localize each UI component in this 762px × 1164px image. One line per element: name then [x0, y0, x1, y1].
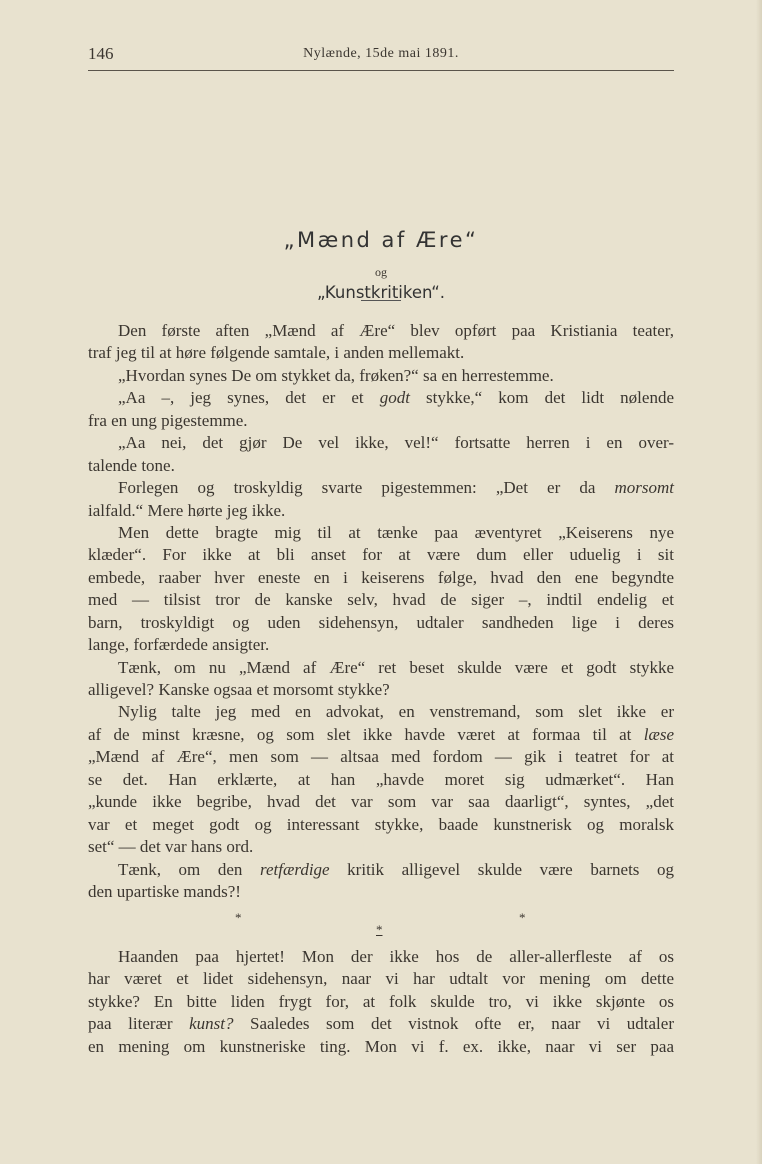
text-run: set“ — det var hans ord. [88, 837, 254, 857]
text-run: traf jeg til at høre følgende samtale, i anden mellemakt. [88, 343, 465, 363]
article-title: „Mænd af Ære“ [283, 228, 479, 252]
text-line [88, 701, 674, 723]
text-line [88, 881, 674, 903]
text-run: den upartiske mands?! [88, 881, 241, 901]
text-line [88, 634, 674, 656]
text-run: „Hvordan synes De om stykket da, frøken?“ sa en herrestemme. [118, 365, 554, 385]
text-line [88, 657, 674, 679]
text-line [88, 724, 674, 746]
text-run: ialfald.“ Mere hørte jeg ikke. [88, 500, 286, 520]
text-run: med — tilsist tror de kanske selv, hvad de siger –, indtil endelig et [88, 590, 674, 610]
paragraph [88, 432, 674, 477]
text-run: Saaledes som det vistnok ofte er, naar vi udtaler [233, 1014, 674, 1034]
text-line [88, 477, 674, 499]
text-run: lange, forfærdede ansigter. [88, 635, 270, 655]
text-run: Nylig talte jeg med en advokat, en venstremand, som slet ikke er [118, 702, 674, 722]
italic-text: læse [643, 724, 674, 744]
text-run: Den første aften „Mænd af Ære“ blev opført paa Kristiania teater, [118, 321, 674, 340]
article-subtitle: „Kunstkritiken“. [316, 283, 446, 302]
italic-text: kunst? [189, 1014, 234, 1034]
text-run: embede, raaber hver eneste en i keiserens følge, hvad den ene begyndte [88, 567, 674, 587]
running-head: Nylænde, 15de mai 1891. [303, 46, 459, 61]
text-run: Tænk, om nu „Mænd af Ære“ ret beset skulde være et godt stykke [118, 657, 674, 677]
text-run: alligevel? Kanske ogsaa et morsomt stykke? [88, 680, 390, 699]
title-rule [361, 300, 401, 301]
article-body-section-1 [88, 320, 674, 903]
italic-text: retfærdige [260, 859, 330, 879]
text-line [88, 1036, 674, 1058]
text-run: klæder“. For ikke at bli anset for at være dum eller uduelig i sit [88, 545, 674, 565]
paragraph [88, 365, 674, 387]
text-line [88, 432, 674, 454]
text-run: se det. Han erklærte, at han „havde moret sig udmærket“. Han [88, 769, 674, 789]
text-run: kritik alligevel skulde være barnets og [329, 859, 674, 879]
header-rule [88, 70, 674, 71]
text-line [88, 320, 674, 342]
text-run: „kunde ikke begribe, hvad det var som var saa daarligt“, syntes, „det [88, 792, 674, 812]
text-line [88, 410, 674, 432]
title-conjunction: og [375, 265, 387, 279]
text-line [88, 991, 674, 1013]
text-line [88, 612, 674, 634]
separator-star: * [235, 910, 242, 925]
paragraph [88, 859, 674, 904]
text-run: barn, troskyldigt og uden sidehensyn, udtaler sandheden lige i deres [88, 612, 674, 632]
text-line [88, 455, 674, 477]
text-run: fra en ung pigestemme. [88, 410, 248, 430]
text-run: Men dette bragte mig til at tænke paa æventyret „Keiserens nye [118, 522, 674, 542]
text-run: stykke? En bitte liden frygt for, at folk skulde tro, vi ikke skjønte os [88, 991, 674, 1011]
text-line [88, 500, 674, 522]
text-line [88, 746, 674, 768]
text-run: var et meget godt og interessant stykke, baade kunstnerisk og moralsk [88, 814, 674, 834]
italic-text: morsomt [614, 478, 674, 498]
text-run: Haanden paa hjertet! Mon der ikke hos de aller-allerfleste af os [118, 947, 674, 966]
text-run: Tænk, om den [118, 859, 261, 879]
text-line [88, 859, 674, 881]
paragraph [88, 522, 674, 657]
text-line [88, 567, 674, 589]
text-line [88, 679, 674, 701]
separator-star: * [519, 910, 526, 925]
text-run: paa literær [88, 1014, 190, 1034]
article-body-section-2 [88, 946, 674, 1058]
text-run: „Aa nei, det gjør De vel ikke, vel!“ fortsatte herren i en over- [118, 433, 674, 453]
paragraph [88, 320, 674, 365]
paragraph [88, 701, 674, 858]
text-run: Forlegen og troskyldig svarte pigestemmen: „Det er da [118, 478, 615, 498]
text-run: har været et lidet sidehensyn, naar vi har udtalt vor mening om dette [88, 969, 674, 989]
paragraph [88, 387, 674, 432]
text-run: „Mænd af Ære“, men som — altsaa med fordom — gik i teatret for at [88, 747, 674, 767]
text-line [88, 769, 674, 791]
page-number: 146 [88, 44, 114, 63]
text-line [88, 836, 674, 858]
paragraph [88, 477, 674, 522]
text-line [88, 968, 674, 990]
text-line [88, 1013, 674, 1035]
text-run: talende tone. [88, 455, 175, 475]
paragraph [88, 657, 674, 702]
text-line [88, 589, 674, 611]
text-line [88, 342, 674, 364]
separator-star: * [376, 922, 383, 937]
italic-text: godt [379, 388, 410, 408]
paragraph [88, 946, 674, 1058]
text-line [88, 544, 674, 566]
text-run: en mening om kunstneriske ting. Mon vi f. ex. ikke, naar vi ser paa [88, 1036, 674, 1056]
text-run: stykke,“ kom det lidt nølende [409, 388, 674, 408]
text-run: „Aa –, jeg synes, det er et [118, 388, 380, 408]
text-line [88, 946, 674, 968]
text-line [88, 791, 674, 813]
text-line [88, 522, 674, 544]
text-line [88, 365, 674, 387]
page-edge [756, 0, 762, 1164]
text-line [88, 387, 674, 409]
text-line [88, 814, 674, 836]
text-run: af de minst kræsne, og som slet ikke havde været at formaa til at [88, 724, 644, 744]
